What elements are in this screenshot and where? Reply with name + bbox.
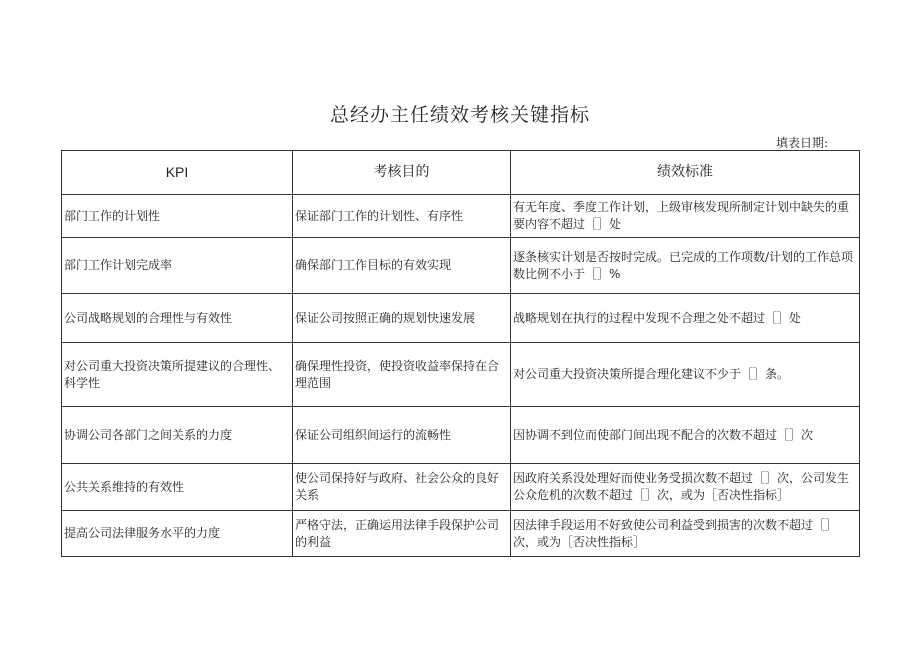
table-row <box>62 407 860 464</box>
table-row <box>62 195 860 238</box>
kpi-cell: 公司战略规划的合理性与有效性 <box>62 294 293 343</box>
header-purpose: 考核目的 <box>293 151 511 195</box>
kpi-table <box>61 150 860 557</box>
purpose-cell: 保证公司组织间运行的流畅性 <box>293 407 511 464</box>
standard-cell: 对公司重大投资决策所提合理化建议不少于［］条。 <box>511 343 860 407</box>
standard-cell: 因协调不到位而使部门间出现不配合的次数不超过［］次 <box>511 407 860 464</box>
kpi-cell: 对公司重大投资决策所提建议的合理性、科学性 <box>62 343 293 407</box>
purpose-cell: 保证公司按照正确的规划快速发展 <box>293 294 511 343</box>
purpose-cell: 确保部门工作目标的有效实现 <box>293 238 511 294</box>
standard-cell: 有无年度、季度工作计划，上级审核发现所制定计划中缺失的重要内容不超过［］处 <box>511 195 860 238</box>
standard-cell: 逐条核实计划是否按时完成。已完成的工作项数/计划的工作总项数比例不小于［］% <box>511 238 860 294</box>
table-row <box>62 238 860 294</box>
table-row <box>62 343 860 407</box>
standard-cell: 因政府关系没处理好而使业务受损次数不超过［］次，公司发生公众危机的次数不超过［］次，或为［否决性指标］ <box>511 464 860 511</box>
purpose-cell: 保证部门工作的计划性、有序性 <box>293 195 511 238</box>
standard-cell: 因法律手段运用不好致使公司利益受到损害的次数不超过［］次，或为［否决性指标］ <box>511 511 860 557</box>
table-row <box>62 464 860 511</box>
table-row <box>62 294 860 343</box>
table-header-row <box>62 151 860 195</box>
purpose-cell: 使公司保持好与政府、社会公众的良好关系 <box>293 464 511 511</box>
purpose-cell: 严格守法，正确运用法律手段保护公司的利益 <box>293 511 511 557</box>
kpi-cell: 提高公司法律服务水平的力度 <box>62 511 293 557</box>
standard-cell: 战略规划在执行的过程中发现不合理之处不超过［］处 <box>511 294 860 343</box>
kpi-cell: 公共关系维持的有效性 <box>62 464 293 511</box>
purpose-cell: 确保理性投资，使投资收益率保持在合理范围 <box>293 343 511 407</box>
kpi-cell: 协调公司各部门之间关系的力度 <box>62 407 293 464</box>
page-title: 总经办主任绩效考核关键指标 <box>329 104 590 126</box>
kpi-cell: 部门工作计划完成率 <box>62 238 293 294</box>
kpi-cell: 部门工作的计划性 <box>62 195 293 238</box>
header-standard: 绩效标准 <box>511 151 860 195</box>
header-kpi: KPI <box>62 151 293 195</box>
fill-date-label: 填表日期: <box>776 136 829 150</box>
table-row <box>62 511 860 557</box>
